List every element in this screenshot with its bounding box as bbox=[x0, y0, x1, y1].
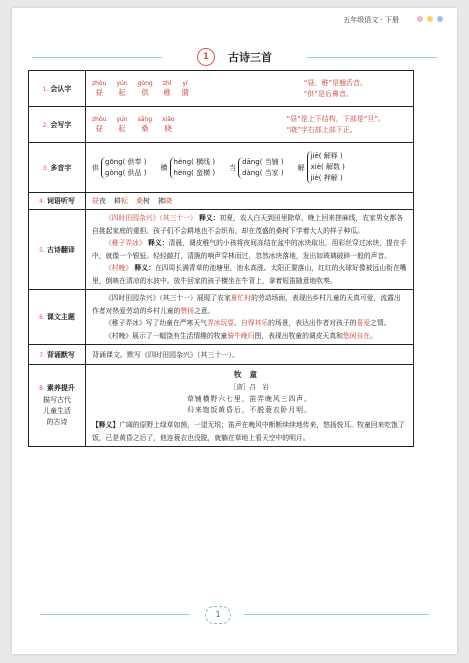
pinyin: yí bbox=[182, 80, 188, 87]
polyphone-group bbox=[229, 157, 284, 179]
pinyin: yún bbox=[116, 80, 128, 87]
lesson-title-bar bbox=[12, 46, 457, 68]
row-label: 8. 素养提升 描写古代 儿童生活 的古诗 bbox=[29, 365, 86, 447]
vocab-highlight: 耘 bbox=[121, 197, 128, 205]
poem-title: 牧童 bbox=[234, 370, 265, 379]
polyphone-char: 横 bbox=[160, 163, 168, 172]
hanzi: 稚 bbox=[163, 88, 171, 97]
hanzi: 晓 bbox=[164, 124, 173, 133]
extend-subtitle: 描写古代 儿童生活 的古诗 bbox=[43, 396, 71, 426]
char-pinyin-pair bbox=[92, 79, 106, 98]
theme-paragraphs bbox=[92, 292, 407, 342]
char-pinyin-pair bbox=[116, 79, 127, 98]
theme-text: 《四时田园杂兴》（其三十一）展现了农家 bbox=[105, 294, 231, 302]
theme-paragraph bbox=[92, 317, 407, 330]
row-polyphone bbox=[29, 143, 414, 193]
vocab-word: 耕耘 bbox=[114, 197, 128, 205]
note: “晓”字右部上部下正。 bbox=[286, 125, 357, 134]
row-vocab bbox=[29, 193, 414, 210]
row-extend bbox=[29, 365, 414, 447]
hanzi: 昼 bbox=[95, 124, 103, 133]
theme-highlight: 弄冰玩耍 bbox=[206, 319, 235, 327]
row-write bbox=[29, 107, 414, 143]
hanzi: 供 bbox=[141, 88, 149, 97]
book-label: 五年级语文 · 下册 bbox=[343, 16, 399, 24]
vocab-word: 桑树 bbox=[136, 197, 150, 205]
row-content bbox=[86, 193, 414, 210]
explain-tag: 释义： bbox=[132, 264, 155, 272]
row-label: 7. 背诵默写 bbox=[29, 345, 86, 365]
footer-rule-right bbox=[244, 614, 429, 615]
page-number: 1 bbox=[205, 606, 231, 624]
lesson-summary-table bbox=[28, 70, 414, 447]
char-pinyin-pair bbox=[181, 79, 189, 98]
vocab-words bbox=[92, 196, 407, 206]
row-content bbox=[86, 345, 414, 365]
recite-text: 背诵课文。默写《四时田园杂兴》（其三十一）。 bbox=[92, 350, 239, 359]
char-pinyin-pair bbox=[116, 115, 127, 134]
reading-brace bbox=[238, 157, 284, 179]
row-label: 4. 词语听写 bbox=[29, 193, 86, 210]
translate-paragraph bbox=[92, 237, 407, 262]
hanzi: 桑 bbox=[141, 124, 149, 133]
poem-line: 草铺横野六七里，笛弄晚风三四声。 bbox=[187, 395, 312, 403]
reading: dàng( 当家 ) bbox=[242, 168, 284, 177]
translate-paragraph bbox=[92, 212, 407, 237]
poem-name: 《稚子弄冰》 bbox=[105, 239, 146, 247]
row-label: 5. 古诗翻译 bbox=[29, 210, 86, 290]
row-recognize bbox=[29, 71, 414, 107]
polyphone-group bbox=[92, 157, 147, 179]
reading: hèng( 蛮横 ) bbox=[173, 168, 216, 177]
pinyin: zhì bbox=[162, 80, 172, 87]
pinyin: sāng bbox=[137, 116, 153, 123]
theme-highlight: 赞扬 bbox=[180, 306, 194, 315]
poem-name: 《村晚》 bbox=[105, 264, 133, 272]
row-label: 1. 会认字 bbox=[29, 71, 86, 107]
polyphone-group bbox=[298, 151, 345, 184]
poem-name: 《四时田园杂兴》（其三十一） bbox=[105, 214, 197, 222]
theme-highlight: 夏忙时 bbox=[230, 294, 252, 302]
theme-text: 、 bbox=[234, 319, 241, 327]
poem-line: 归来饱饭黄昏后，不脱蓑衣卧月明。 bbox=[187, 406, 312, 414]
reading-brace bbox=[307, 151, 345, 184]
theme-text: 的场景，表达出作者对孩子的 bbox=[268, 319, 357, 327]
explain-text: 清晨，调皮稚气的小孩将夜间冻结在盆中的冰块取出，用彩丝穿过冰块，提在手中，就像一个银钲。轻轻敲打，清脆的响声穿林而过，忽然冰块落地，发出如玻璃破碎一般的声音。 bbox=[92, 239, 407, 260]
theme-text: 的劳动场面，表现出乡村儿童的天真可爱，流露出作者对热爱劳动的乡村儿童的 bbox=[92, 294, 401, 315]
yellow-dot-icon bbox=[427, 16, 433, 22]
explain-tag: 释义： bbox=[145, 239, 169, 247]
translate-paragraphs bbox=[92, 212, 407, 287]
row-label: 6. 课文主题 bbox=[29, 290, 86, 345]
hanzi: 耘 bbox=[118, 88, 126, 97]
row-recite bbox=[29, 345, 414, 365]
pinyin: yún bbox=[116, 116, 128, 123]
theme-highlight: 自得其乐 bbox=[240, 319, 269, 327]
recognize-notes bbox=[304, 78, 367, 100]
title-rule-left bbox=[32, 57, 162, 58]
reading: jiè( 押解 ) bbox=[310, 174, 343, 182]
header-dots bbox=[417, 16, 443, 22]
polyphone-char: 解 bbox=[297, 163, 305, 172]
theme-text: 《村晚》展示了一幅饶有生活情趣的牧童 bbox=[105, 331, 228, 340]
translate-paragraph bbox=[92, 262, 407, 287]
hanzi: 昼 bbox=[95, 88, 103, 97]
note: “昼、稚”是翘舌音。 bbox=[303, 78, 367, 87]
explain-text: 初夏，农人白天到田里除草，晚上回来搓麻线，农家男女都各自挑起家庭的重担。孩子们不会耕地也不会织布，却在茂盛的桑树下学着大人的样子种瓜。 bbox=[92, 214, 404, 235]
row-content bbox=[86, 71, 414, 107]
pinyin: xiǎo bbox=[162, 116, 175, 123]
theme-paragraph bbox=[92, 292, 407, 317]
vocab-highlight: 桑 bbox=[136, 197, 143, 205]
row-theme bbox=[29, 290, 414, 345]
theme-text: 《稚子弄冰》写了幼童在严寒天气 bbox=[105, 319, 207, 327]
pink-dot-icon bbox=[417, 16, 423, 22]
poem-explain: 【释义】广阔的原野上绿草如茵，一望无垠；笛声在晚风中断断续续地传来，悠扬悦耳。牧童回来吃饱了饭，已是黄昏之后了，他连蓑衣也没脱，就躺在草地上看天空中的明月。 bbox=[92, 421, 405, 442]
polyphone-char: 供 bbox=[92, 163, 99, 172]
lesson-number-badge: 1 bbox=[197, 48, 215, 66]
explain-tag: 释义： bbox=[196, 214, 220, 222]
row-content bbox=[86, 143, 414, 193]
row-content bbox=[86, 210, 414, 290]
theme-text: 。 bbox=[370, 331, 377, 340]
theme-highlight: 悠闲自在 bbox=[342, 331, 371, 340]
write-chars bbox=[92, 115, 175, 134]
row-translate bbox=[29, 210, 414, 290]
reading-brace bbox=[170, 157, 216, 179]
theme-highlight: 骑牛晚归 bbox=[227, 331, 255, 340]
reading: jiě( 解释 ) bbox=[310, 152, 343, 160]
explain-text: 在四周长满青草的池塘里，池水高涨。太阳正要落山，红红的火球好像被远山衔在嘴里，倒映在清凉的水波中。放牛回家的孩子横坐在牛背上，拿着短笛随意地吹奏。 bbox=[92, 264, 407, 285]
reading-brace bbox=[101, 157, 147, 179]
poem-author: ［唐］吕 岩 bbox=[230, 383, 269, 391]
recognize-chars bbox=[92, 79, 189, 98]
reading: dāng( 当铺 ) bbox=[242, 157, 284, 166]
char-pinyin-pair bbox=[92, 115, 106, 134]
char-pinyin-pair bbox=[163, 79, 172, 98]
title-rule-right bbox=[307, 57, 437, 58]
hanzi: 漪 bbox=[181, 88, 189, 97]
footer-rule-left bbox=[40, 614, 190, 615]
row-content bbox=[86, 107, 414, 143]
vocab-word: 拂晓 bbox=[158, 197, 172, 205]
write-notes bbox=[286, 114, 385, 136]
theme-text: 图，表现出牧童的调皮天真和 bbox=[254, 331, 343, 340]
theme-text: 之情。 bbox=[370, 319, 391, 327]
hanzi: 耘 bbox=[118, 124, 126, 133]
char-pinyin-pair bbox=[138, 115, 152, 134]
row-content bbox=[86, 365, 414, 447]
vocab-word: 昼夜 bbox=[92, 197, 106, 205]
row-label: 3. 多音字 bbox=[29, 143, 86, 193]
char-pinyin-pair bbox=[138, 79, 153, 98]
polyphone-group bbox=[161, 157, 216, 179]
theme-highlight: 喜爱 bbox=[356, 319, 371, 327]
note: “供”是后鼻音。 bbox=[303, 89, 353, 98]
char-pinyin-pair bbox=[162, 115, 175, 134]
reading: xiè( 解数 ) bbox=[310, 163, 345, 171]
pinyin: zhòu bbox=[92, 116, 107, 123]
row-content bbox=[86, 290, 414, 345]
row-label: 2. 会写字 bbox=[29, 107, 86, 143]
blue-dot-icon bbox=[437, 16, 443, 22]
lesson-title: 古诗三首 bbox=[228, 50, 273, 64]
pinyin: gòng bbox=[137, 80, 153, 87]
theme-paragraph bbox=[92, 330, 407, 343]
reading: gōng( 供奉 ) bbox=[105, 157, 147, 166]
polyphone-char: 当 bbox=[229, 163, 237, 172]
vocab-highlight: 晓 bbox=[165, 197, 172, 205]
theme-text: 之意。 bbox=[193, 306, 215, 315]
pinyin: zhòu bbox=[92, 80, 107, 87]
note: “昼”是上下结构，下部是“旦”。 bbox=[286, 114, 385, 123]
page-header bbox=[12, 8, 457, 32]
reading: héng( 横线 ) bbox=[173, 157, 216, 166]
reading: gòng( 供品 ) bbox=[105, 168, 147, 177]
polyphone-groups bbox=[92, 151, 407, 184]
vocab-highlight: 昼 bbox=[92, 197, 99, 205]
